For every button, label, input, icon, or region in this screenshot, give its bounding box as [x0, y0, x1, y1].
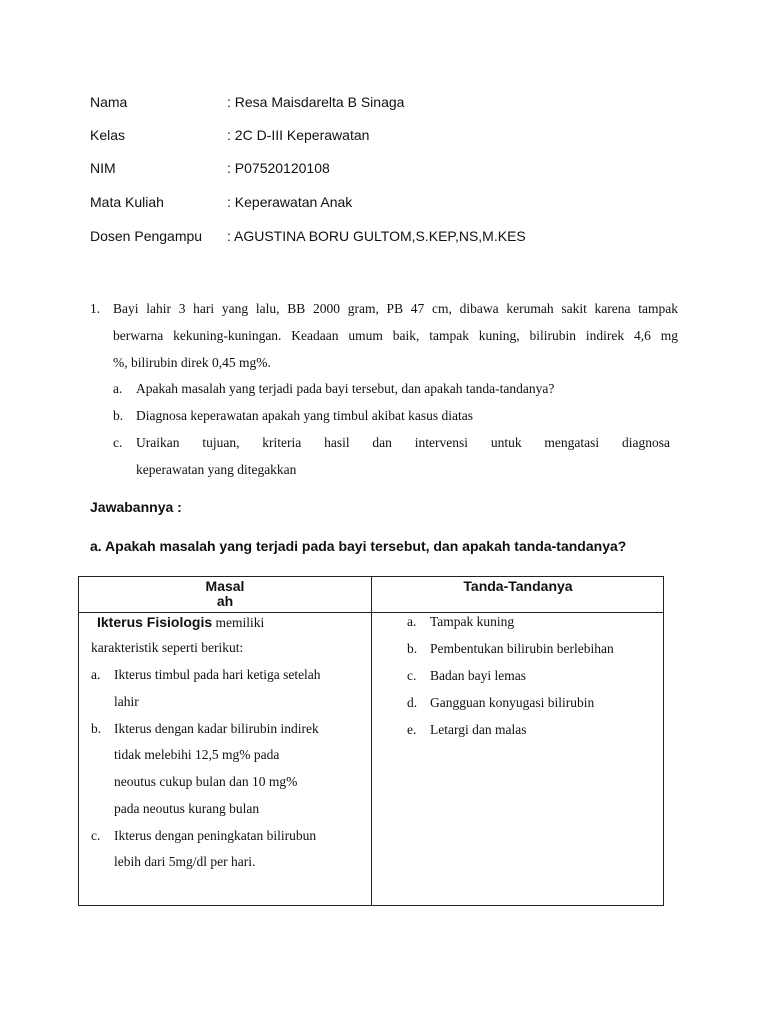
- sign-item: Letargi dan malas: [430, 722, 527, 737]
- list-item-marker: a.: [91, 667, 101, 682]
- sub-question-text: Diagnosa keperawatan apakah yang timbul akibat kasus diatas: [136, 408, 474, 423]
- list-item-line: lebih dari 5mg/dl per hari.: [114, 854, 256, 869]
- list-item-line: neoutus cukup bulan dan 10 mg%: [114, 774, 298, 789]
- sign-marker: a.: [407, 614, 417, 629]
- sign-marker: b.: [407, 641, 418, 656]
- intro-bold-term: Ikterus Fisiologis: [97, 614, 213, 630]
- sign-marker: e.: [407, 722, 417, 737]
- cell-intro: [97, 609, 264, 637]
- identity-value: : Keperawatan Anak: [227, 194, 353, 210]
- list-item-line: lahir: [114, 694, 139, 709]
- sign-item: Tampak kuning: [430, 614, 515, 629]
- list-item-line: Ikterus timbul pada hari ketiga setelah: [114, 667, 321, 682]
- list-item-line: tidak melebihi 12,5 mg% pada: [114, 747, 280, 762]
- answer-heading: Jawabannya :: [90, 499, 182, 515]
- question-number: 1.: [90, 301, 101, 316]
- sign-marker: d.: [407, 695, 418, 710]
- sign-marker: c.: [407, 668, 417, 683]
- column-header-line: ah: [216, 593, 234, 609]
- table-column-divider: [371, 577, 372, 905]
- question-line: %, bilirubin direk 0,45 mg%.: [113, 355, 271, 370]
- identity-label: NIM: [90, 160, 116, 176]
- answer-table: [78, 576, 664, 906]
- sub-question-marker: a.: [113, 381, 123, 396]
- cell-intro-line: karakteristik seperti berikut:: [91, 640, 244, 655]
- identity-value: : Resa Maisdarelta B Sinaga: [227, 94, 405, 110]
- sub-question-text-cont: keperawatan yang ditegakkan: [136, 462, 297, 477]
- sub-question-marker: b.: [113, 408, 124, 423]
- identity-value: : P07520120108: [227, 160, 330, 176]
- sign-item: Pembentukan bilirubin berlebihan: [430, 641, 614, 656]
- list-item-line: pada neoutus kurang bulan: [114, 801, 260, 816]
- sign-item: Badan bayi lemas: [430, 668, 526, 683]
- identity-label: Mata Kuliah: [90, 194, 164, 210]
- section-a-heading: a. Apakah masalah yang terjadi pada bayi tersebut, dan apakah tanda-tandanya?: [90, 538, 627, 554]
- list-item-marker: c.: [91, 828, 101, 843]
- column-header-masalah: [79, 579, 371, 609]
- identity-label: Dosen Pengampu: [90, 228, 203, 244]
- question-line: Bayi lahir 3 hari yang lalu, BB 2000 gram, PB 47 cm, dibawa kerumah sakit karena tampak: [113, 301, 678, 316]
- list-item-line: Ikterus dengan kadar bilirubin indirek: [114, 721, 319, 736]
- list-item-marker: b.: [91, 721, 102, 736]
- list-item-line: Ikterus dengan peningkatan bilirubun: [114, 828, 317, 843]
- identity-value: : AGUSTINA BORU GULTOM,S.KEP,NS,M.KES: [227, 228, 526, 244]
- sub-question-marker: c.: [113, 435, 123, 450]
- sub-question-text: Apakah masalah yang terjadi pada bayi tersebut, dan apakah tanda-tandanya?: [136, 381, 555, 396]
- sub-question-text: Uraikan tujuan, kriteria hasil dan intervensi untuk mengatasi diagnosa: [136, 435, 670, 450]
- column-header-line: Masal: [205, 578, 245, 594]
- column-header-tanda: Tanda-Tandanya: [463, 578, 573, 594]
- sign-item: Gangguan konyugasi bilirubin: [430, 695, 595, 710]
- identity-value: : 2C D-III Keperawatan: [227, 127, 370, 143]
- question-line: berwarna kekuning-kuningan. Keadaan umum baik, tampak kuning, bilirubin indirek 4,6 mg: [113, 328, 678, 343]
- identity-label: Kelas: [90, 127, 126, 143]
- identity-label: Nama: [90, 94, 128, 110]
- intro-rest: memiliki: [212, 615, 265, 630]
